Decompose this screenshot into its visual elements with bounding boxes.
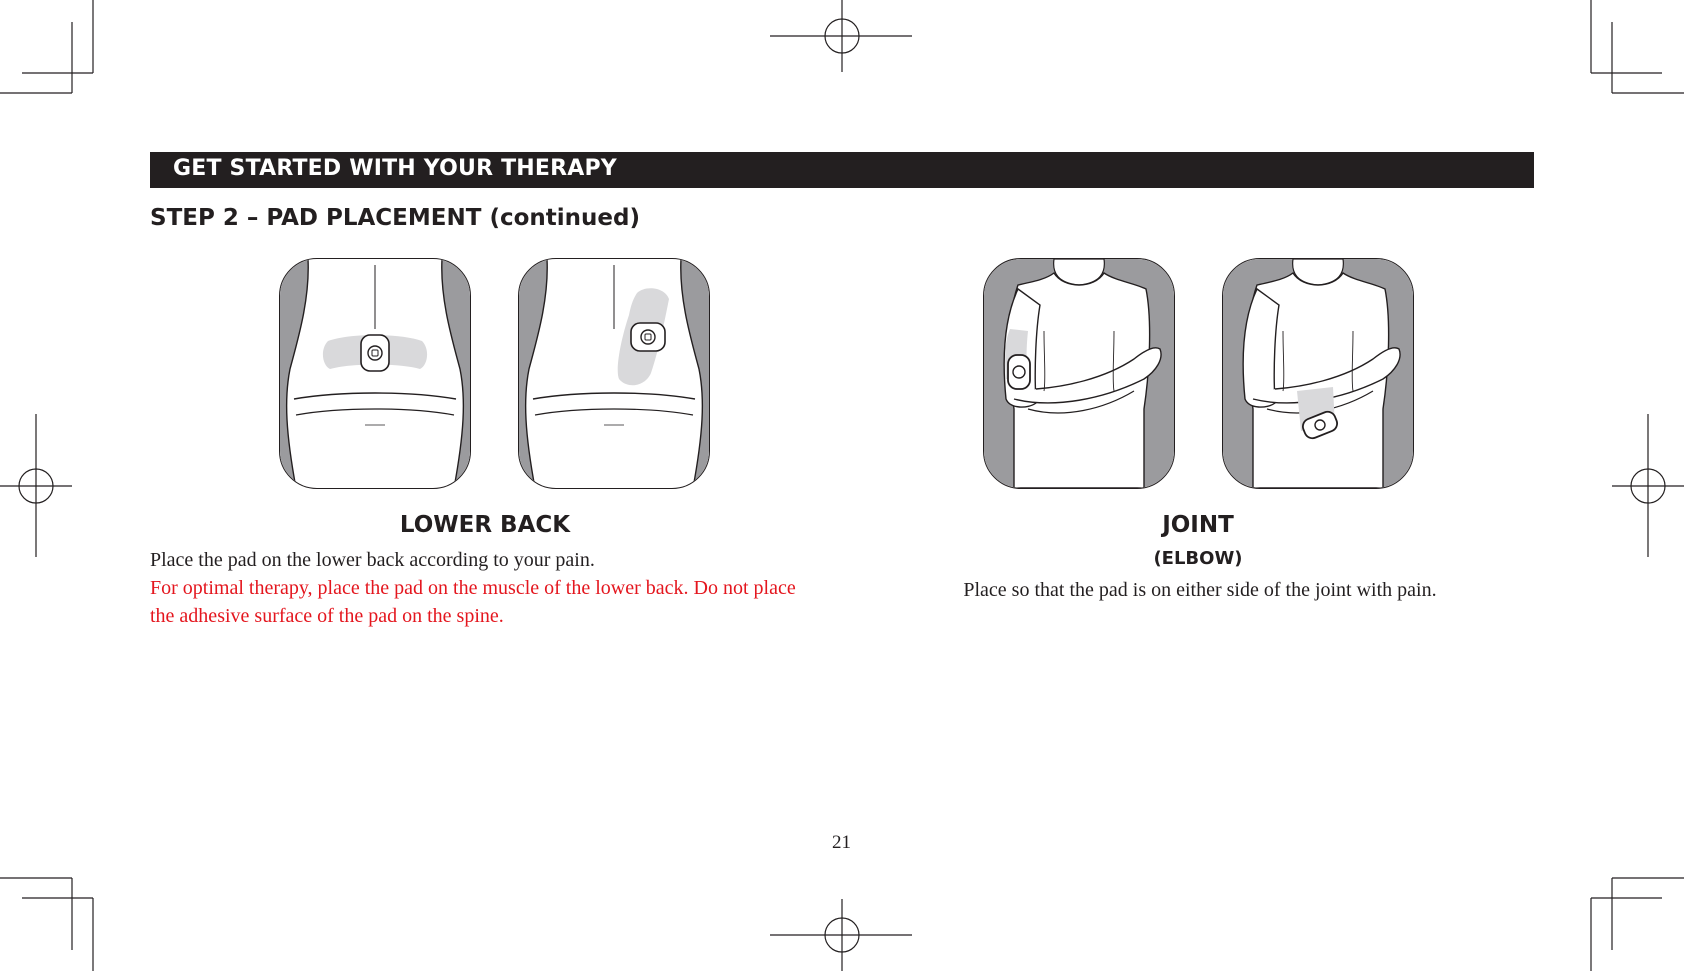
section-header-bar bbox=[150, 152, 1534, 188]
lower-back-center-illustration bbox=[279, 258, 471, 489]
joint-title: JOINT bbox=[1162, 512, 1234, 538]
joint-subtitle: (ELBOW) bbox=[1153, 548, 1243, 569]
section-header-title: GET STARTED WITH YOUR THERAPY bbox=[173, 156, 617, 181]
lower-back-instruction: Place the pad on the lower back according to your pain. bbox=[150, 549, 595, 571]
page-number: 21 bbox=[832, 832, 851, 853]
joint-instruction: Place so that the pad is on either side of the joint with pain. bbox=[963, 579, 1437, 601]
elbow-upper-arm-illustration bbox=[983, 258, 1175, 489]
step-title: STEP 2 – PAD PLACEMENT (continued) bbox=[150, 205, 640, 231]
lower-back-title: LOWER BACK bbox=[399, 512, 571, 538]
lower-back-warning: For optimal therapy, place the pad on the muscle of the lower back. Do not place the adhesive surface of the pad on the spine. bbox=[150, 577, 796, 627]
lower-back-side-illustration bbox=[518, 258, 710, 489]
elbow-forearm-illustration bbox=[1222, 258, 1414, 489]
